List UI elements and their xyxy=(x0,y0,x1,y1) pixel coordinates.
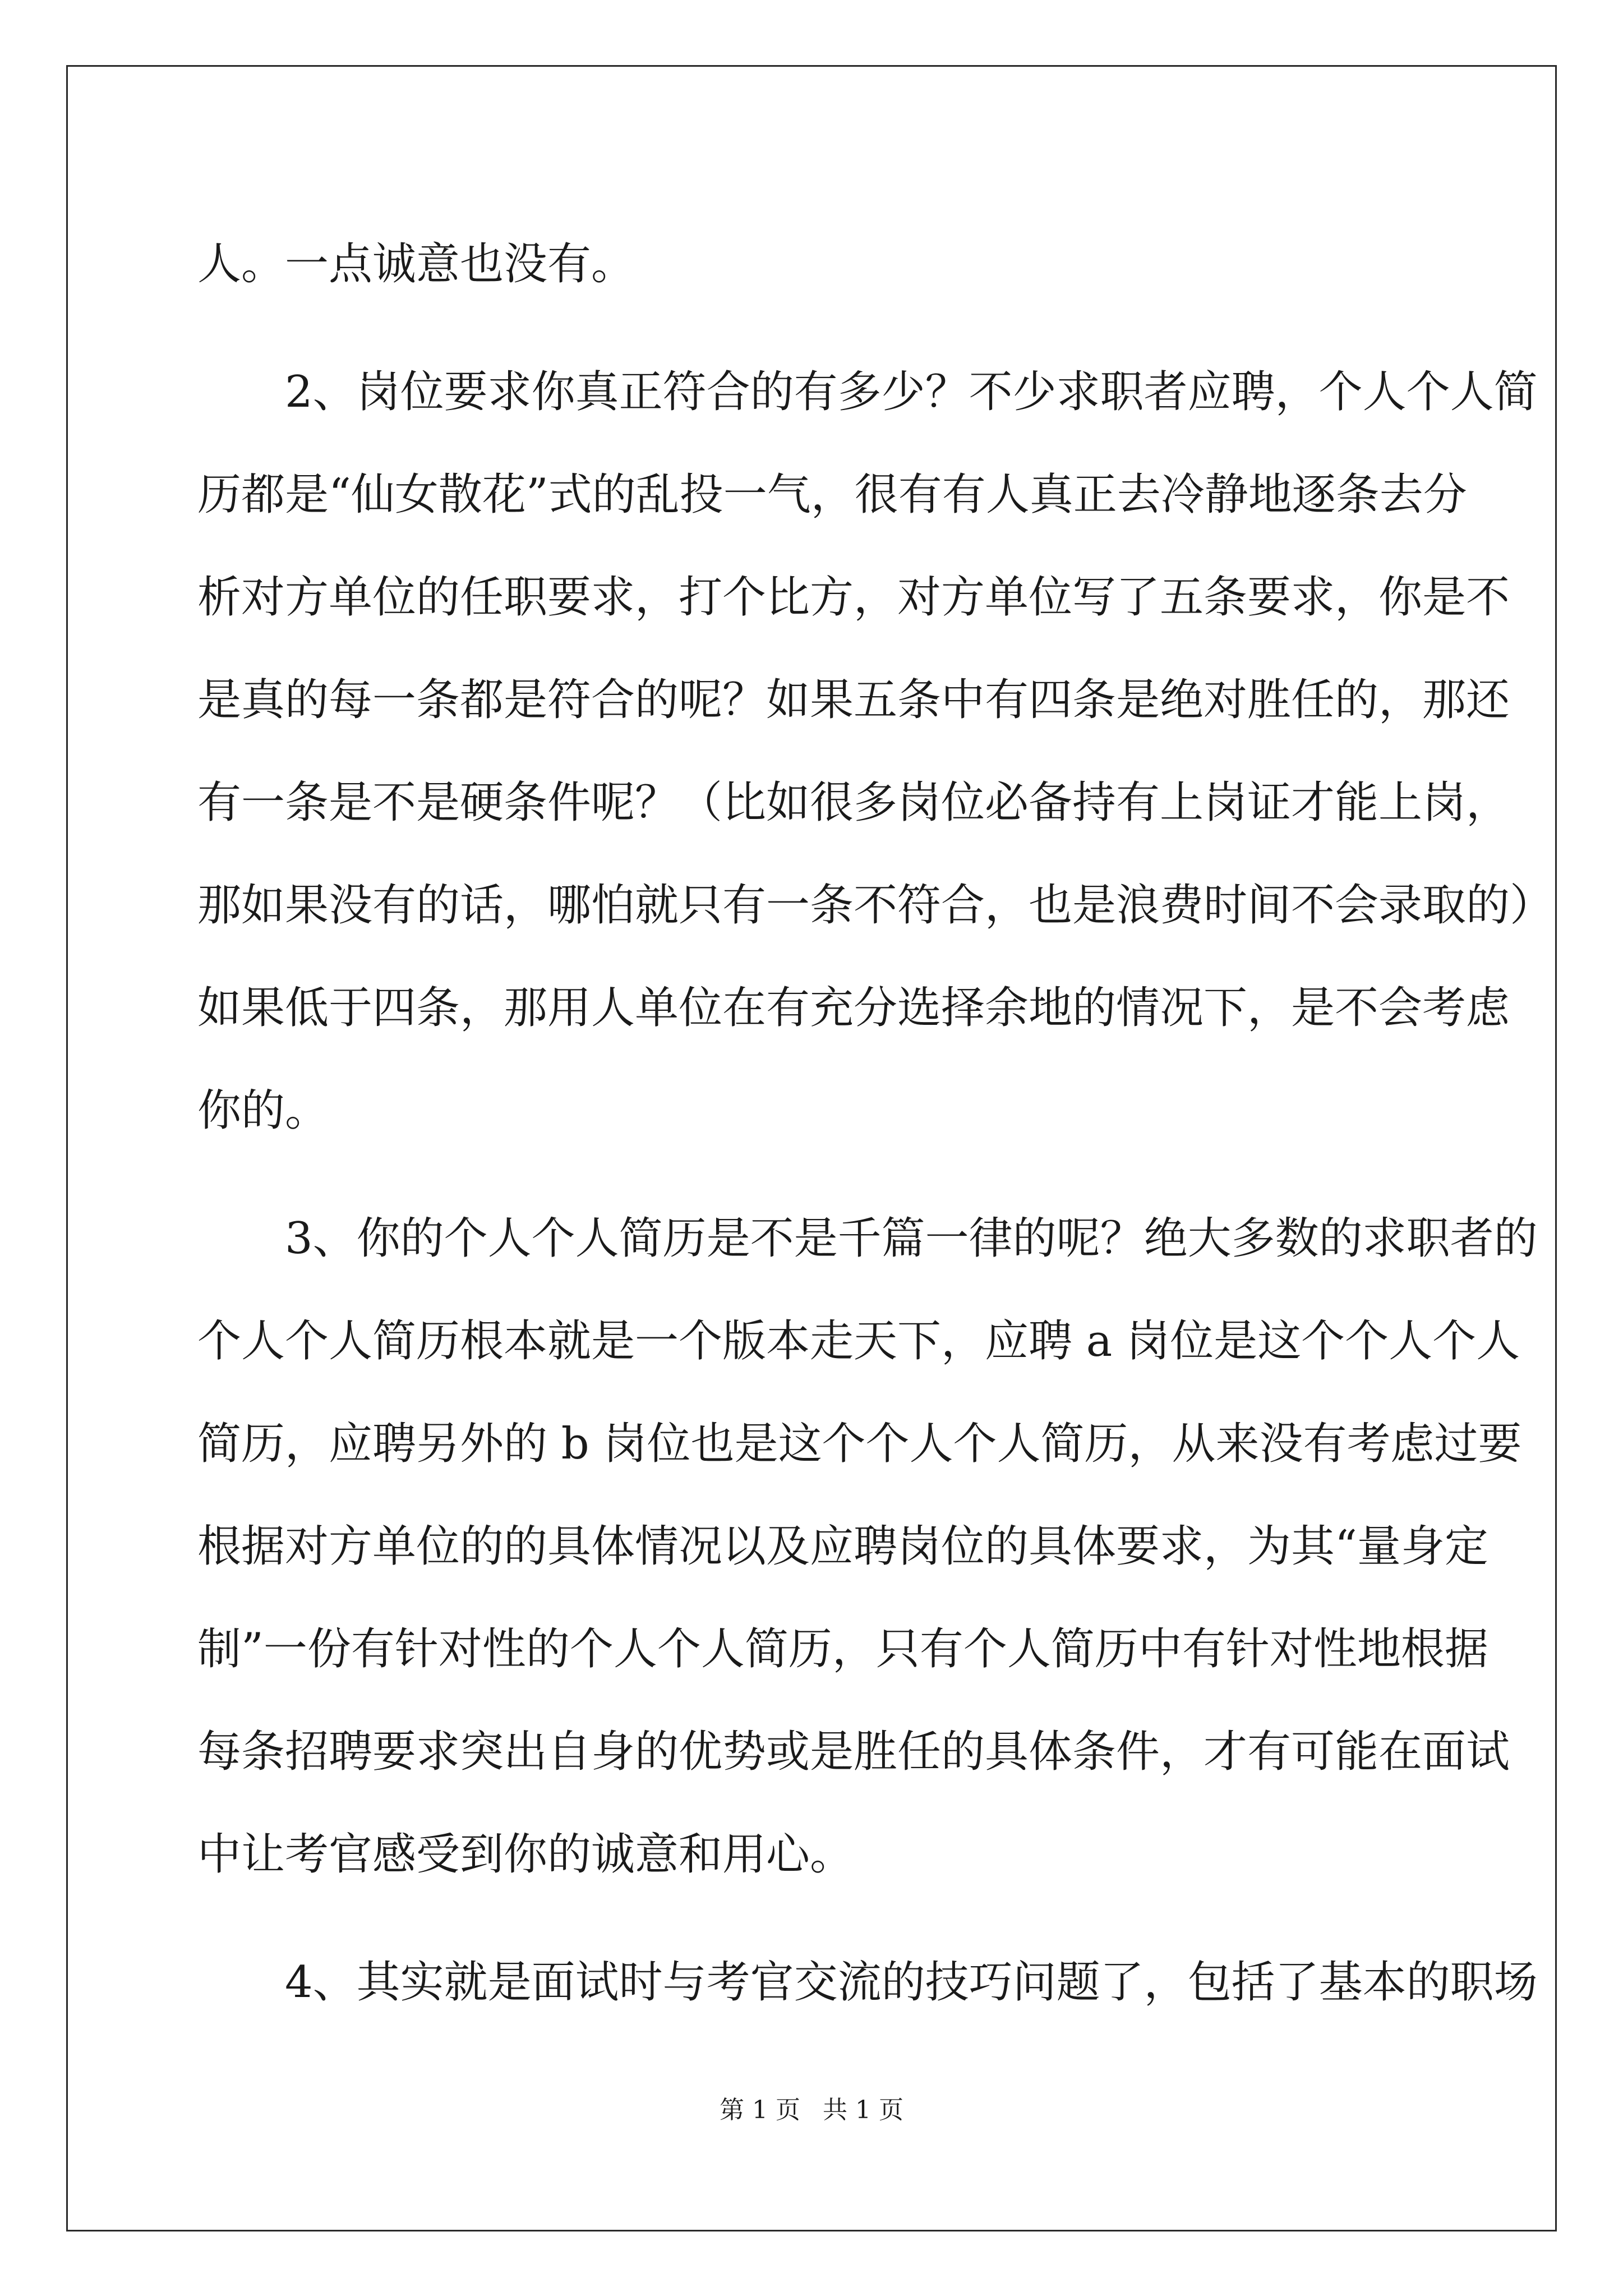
text-line: 每条招聘要求突出自身的优势或是胜任的具体条件，才有可能在面试 xyxy=(197,1727,1510,1777)
text-line: 析对方单位的任职要求，打个比方，对方单位写了五条要求，你是不 xyxy=(197,572,1510,623)
page-total: 共 1 页 xyxy=(823,2096,903,2124)
text-line: 如果低于四条，那用人单位在有充分选择余地的情况下，是不会考虑 xyxy=(197,983,1510,1033)
text-line: 4、其实就是面试时与考官交流的技巧问题了，包括了基本的职场 xyxy=(285,1957,1538,2008)
text-line: 人。一点诚意也没有。 xyxy=(197,239,635,289)
text-line: 简历，应聘另外的 b 岗位也是这个个人个人简历，从来没有考虑过要 xyxy=(197,1419,1522,1469)
text-line: 有一条是不是硬条件呢？（比如很多岗位必备持有上岗证才能上岗， xyxy=(197,777,1510,828)
text-line: 个人个人简历根本就是一个版本走天下，应聘 a 岗位是这个个人个人 xyxy=(197,1316,1520,1366)
text-line: 3、你的个人个人简历是不是千篇一律的呢？绝大多数的求职者的 xyxy=(285,1213,1538,1264)
text-line: 中让考官感受到你的诚意和用心。 xyxy=(197,1829,854,1880)
text-line: 那如果没有的话，哪怕就只有一条不符合，也是浪费时间不会录取的） xyxy=(197,880,1554,931)
text-line: 2、岗位要求你真正符合的有多少？不少求职者应聘，个人个人简 xyxy=(285,367,1538,417)
page-footer xyxy=(0,2093,1623,2127)
document-body xyxy=(197,213,1554,2034)
text-line: 根据对方单位的的具体情况以及应聘岗位的具体要求，为其“量身定 xyxy=(197,1521,1488,1572)
text-line: 是真的每一条都是符合的呢？如果五条中有四条是绝对胜任的，那还 xyxy=(197,675,1510,725)
page-number: 第 1 页 xyxy=(720,2096,800,2124)
text-line: 制”一份有针对性的个人个人简历，只有个人简历中有针对性地根据 xyxy=(197,1624,1488,1674)
text-line: 历都是“仙女散花”式的乱投一气，很有有人真正去冷静地逐条去分 xyxy=(197,470,1467,520)
text-line: 你的。 xyxy=(197,1085,329,1136)
